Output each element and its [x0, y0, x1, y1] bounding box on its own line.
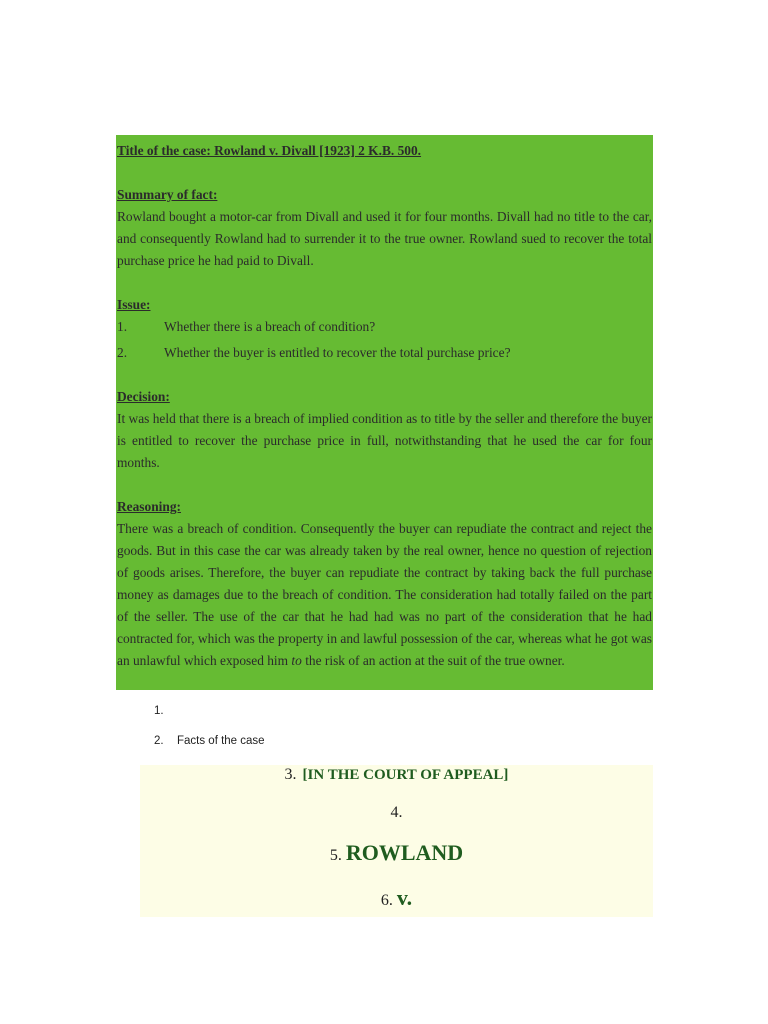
- issue-heading: Issue:: [117, 297, 151, 312]
- list-item: [154, 735, 265, 747]
- list-number: 3.: [284, 766, 297, 783]
- reasoning-text: [117, 518, 652, 672]
- issue-text: Whether there is a breach of condition?: [164, 319, 376, 334]
- versus: [140, 885, 653, 911]
- reasoning-heading: Reasoning:: [117, 499, 181, 514]
- summary-text: Rowland bought a motor-car from Divall and used it for four months. Divall had no title to the car, and consequently Rowland had to surrender it to the true owner. Rowland sued to recover the total purchase price he had paid to Divall.: [117, 209, 652, 268]
- issue-item: [117, 342, 652, 364]
- decision-text: It was held that there is a breach of implied condition as to title by the seller and therefore the buyer is entitled to recover the purchase price in full, notwithstanding that he used the car for four months.: [117, 411, 652, 470]
- case-title: Title of the case: Rowland v. Divall [1923] 2 K.B. 500.: [117, 143, 422, 158]
- issue-text: Whether the buyer is entitled to recover the total purchase price?: [164, 345, 511, 360]
- facts-heading: Facts of the case: [177, 735, 265, 747]
- issue-number: 2.: [117, 345, 128, 360]
- court-name: [140, 766, 653, 784]
- issue-item: [117, 316, 652, 338]
- issue-number: 1.: [117, 319, 128, 334]
- list-number: 6.: [380, 892, 393, 909]
- list-number: 2.: [154, 735, 164, 747]
- list-item: [154, 705, 177, 717]
- versus-text: v.: [396, 885, 413, 910]
- court-name-text: [IN THE COURT OF APPEAL]: [302, 767, 509, 783]
- party-name-text: ROWLAND: [345, 840, 464, 865]
- decision-heading: Decision:: [117, 389, 170, 404]
- list-number: 5.: [329, 847, 342, 864]
- case-summary-box: [116, 135, 653, 690]
- reasoning-italic: to: [291, 653, 302, 668]
- list-number: 1.: [154, 705, 164, 717]
- reasoning-text-part: There was a breach of condition. Consequently the buyer can repudiate the contract and reject the goods. But in this case the car was already taken by the real owner, hence no question of rejection of goods arises. Therefore, the buyer can repudiate the contract by taking back the full purchase money as damages due to the breach of condition. The consideration had totally failed on the part of the seller. The use of the car that he had had was no part of the consideration that he had contracted for, which was the property in and lawful possession of the car, whereas what he got was an unlawful which exposed him: [117, 521, 652, 668]
- reasoning-text-part: the risk of an action at the suit of the true owner.: [301, 653, 565, 668]
- summary-heading: Summary of fact:: [117, 187, 218, 202]
- party-name: [140, 840, 653, 866]
- list-number: 4.: [390, 804, 403, 821]
- list-item: [140, 804, 653, 822]
